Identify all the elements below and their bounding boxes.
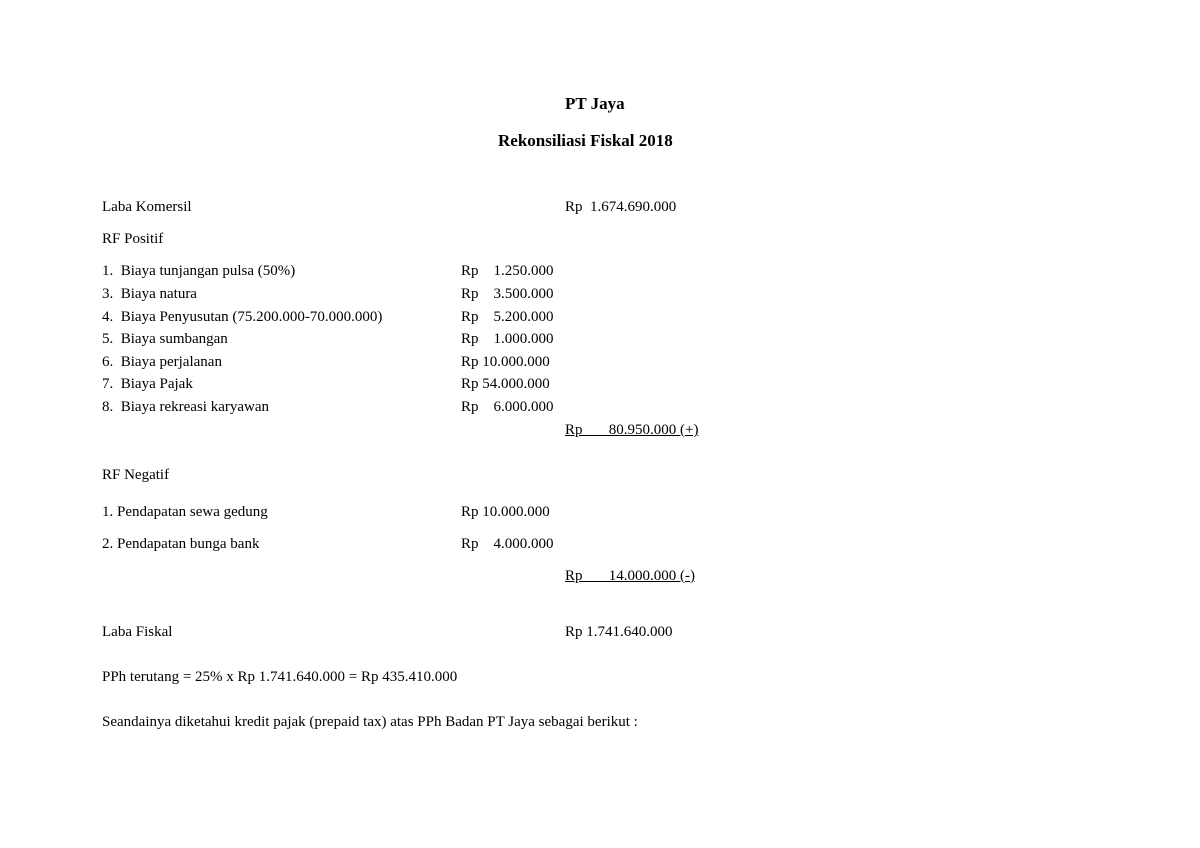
rf-positif-item-amount: Rp 10.000.000	[461, 354, 550, 370]
rf-positif-item-label: 3. Biaya natura	[102, 286, 197, 302]
rf-negatif-heading: RF Negatif	[102, 467, 170, 483]
rf-positif-item-label: 1. Biaya tunjangan pulsa (50%)	[102, 263, 296, 279]
rf-negatif-total: Rp 14.000.000 (-)	[565, 568, 695, 584]
rf-positif-item-amount: Rp 1.000.000	[461, 331, 554, 347]
rf-positif-item-amount: Rp 3.500.000	[461, 286, 554, 302]
rf-positif-item-label: 5. Biaya sumbangan	[102, 331, 228, 347]
rf-positif-heading: RF Positif	[102, 231, 164, 247]
rf-positif-item-label: 6. Biaya perjalanan	[102, 354, 222, 370]
rf-positif-item-label: 8. Biaya rekreasi karyawan	[102, 399, 270, 415]
rf-negatif-item-label: 1. Pendapatan sewa gedung	[102, 504, 268, 520]
laba-fiskal-label: Laba Fiskal	[102, 624, 173, 640]
rf-positif-total: Rp 80.950.000 (+)	[565, 422, 699, 438]
rf-positif-item-label: 4. Biaya Penyusutan (75.200.000-70.000.000)	[102, 309, 383, 325]
rf-positif-item-amount: Rp 1.250.000	[461, 263, 554, 279]
rf-negatif-item-label: 2. Pendapatan bunga bank	[102, 536, 260, 552]
laba-komersil-label: Laba Komersil	[102, 199, 192, 215]
laba-fiskal-amount: Rp 1.741.640.000	[565, 624, 673, 640]
rf-positif-item-amount: Rp 6.000.000	[461, 399, 554, 415]
rf-negatif-item-amount: Rp 10.000.000	[461, 504, 550, 520]
company-name: PT Jaya	[565, 94, 625, 113]
pph-calculation-line: PPh terutang = 25% x Rp 1.741.640.000 = Rp 435.410.000	[102, 669, 458, 685]
rf-positif-item-label: 7. Biaya Pajak	[102, 376, 193, 392]
laba-komersil-amount: Rp 1.674.690.000	[565, 199, 677, 215]
rf-positif-item-amount: Rp 5.200.000	[461, 309, 554, 325]
document-title: Rekonsiliasi Fiskal 2018	[498, 131, 673, 150]
closing-line: Seandainya diketahui kredit pajak (prepaid tax) atas PPh Badan PT Jaya sebagai berikut :	[102, 714, 638, 730]
rf-positif-item-amount: Rp 54.000.000	[461, 376, 550, 392]
rf-negatif-item-amount: Rp 4.000.000	[461, 536, 554, 552]
